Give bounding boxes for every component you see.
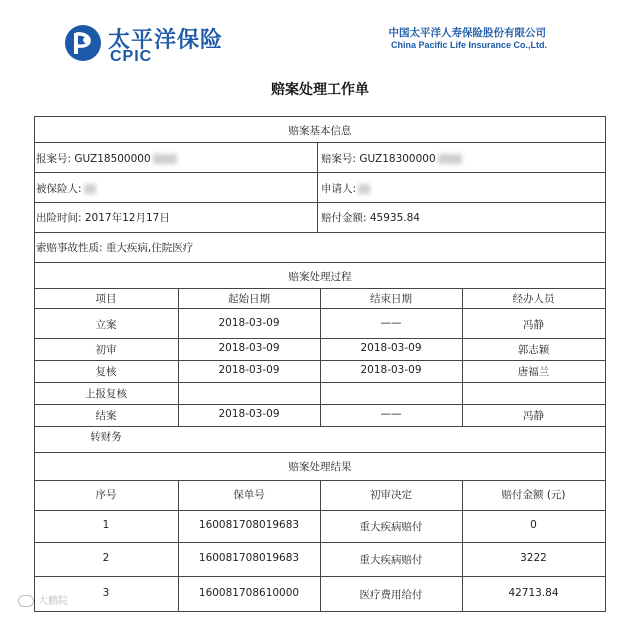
process-item: 复核	[95, 366, 117, 378]
watermark: 大鹏院	[18, 592, 68, 607]
process-end-date: 2018-03-09	[360, 342, 422, 354]
applicant: 申请人:	[321, 181, 370, 196]
report-number: 报案号: GUZ18500000	[36, 151, 177, 166]
process-handler: 郭志颖	[517, 344, 550, 356]
document-title: 赔案处理工作单	[271, 82, 369, 98]
result-decision: 重大疾病赔付	[359, 554, 423, 566]
incident-time: 出险时间: 2017年12月17日	[36, 212, 170, 224]
result-header-index: 序号	[95, 489, 117, 501]
result-amount: 3222	[520, 552, 547, 564]
process-end-date: ——	[380, 317, 402, 329]
process-header-item: 项目	[95, 293, 117, 305]
brand-name-cn: 太平洋保险	[108, 28, 224, 53]
process-header-end: 结束日期	[370, 293, 412, 305]
company-name-en: China Pacific Life Insurance Co.,Ltd.	[390, 40, 547, 50]
process-end-date: ——	[380, 408, 402, 420]
weibo-icon	[18, 595, 34, 607]
process-start-date: 2018-03-09	[218, 342, 280, 354]
result-policy-number: 160081708019683	[198, 552, 300, 564]
company-name-cn: 中国太平洋人寿保险股份有限公司	[388, 27, 546, 39]
result-amount: 42713.84	[508, 587, 559, 599]
claim-nature: 索赔事故性质: 重大疾病,住院医疗	[36, 242, 194, 254]
result-header-policy: 保单号	[233, 489, 265, 501]
section-title-process: 赔案处理过程	[288, 271, 352, 283]
result-policy-number: 160081708019683	[198, 519, 300, 531]
result-header-decision: 初审决定	[370, 489, 412, 501]
process-handler: 冯静	[523, 410, 544, 422]
result-policy-number: 160081708610000	[198, 587, 300, 599]
process-header-handler: 经办人员	[512, 293, 555, 305]
process-item: 上报复核	[85, 388, 127, 400]
letterhead	[0, 0, 640, 75]
process-handler: 冯静	[523, 319, 544, 331]
section-title-basic: 赔案基本信息	[288, 125, 352, 137]
process-handler: 唐福兰	[517, 366, 550, 378]
section-title-result: 赔案处理结果	[288, 461, 352, 473]
process-item: 初审	[95, 344, 117, 356]
process-start-date: 2018-03-09	[218, 364, 280, 376]
process-item: 转财务	[90, 431, 122, 443]
result-index: 1	[102, 519, 110, 531]
process-end-date: 2018-03-09	[360, 364, 422, 376]
brand-name-en: CPIC	[110, 48, 153, 65]
process-item: 立案	[95, 319, 117, 331]
result-decision: 重大疾病赔付	[359, 521, 423, 533]
result-header-amount: 赔付金额 (元)	[501, 489, 566, 501]
process-item: 结案	[95, 410, 117, 422]
process-start-date: 2018-03-09	[218, 408, 280, 420]
insured-person: 被保险人:	[36, 181, 96, 196]
claim-amount: 赔付金额: 45935.84	[321, 212, 420, 224]
result-index: 3	[102, 587, 110, 599]
result-amount: 0	[530, 519, 537, 531]
process-start-date: 2018-03-09	[218, 317, 280, 329]
case-number: 赔案号: GUZ18300000	[321, 151, 462, 166]
claim-form	[34, 116, 606, 612]
cpic-logo-icon	[64, 24, 102, 62]
result-index: 2	[102, 552, 110, 564]
process-header-start: 起始日期	[228, 293, 270, 305]
result-decision: 医疗费用给付	[359, 589, 423, 601]
